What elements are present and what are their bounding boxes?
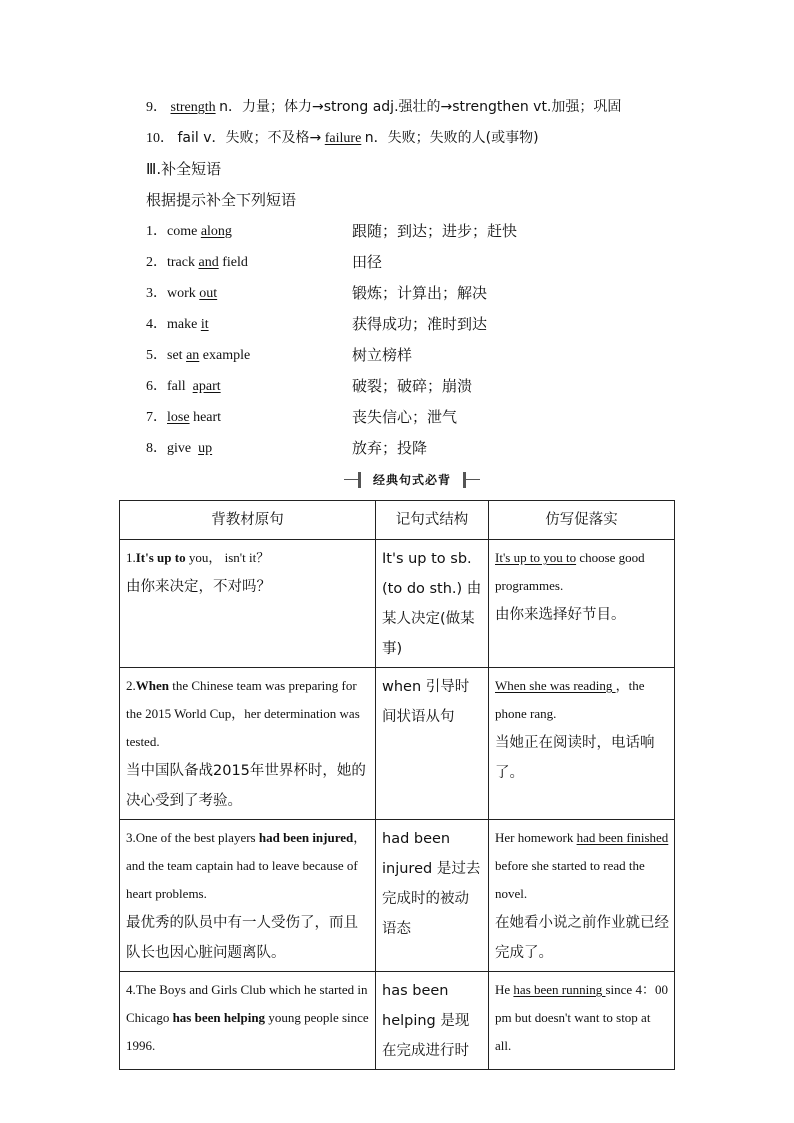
- phrase-number: 8．: [146, 441, 167, 456]
- phrase-meaning: 丧失信心；泄气: [352, 408, 458, 426]
- phrase-item: [146, 222, 232, 242]
- cell-original: [120, 972, 376, 1070]
- phrase-answer: an: [186, 348, 200, 363]
- header-structure: 记句式结构: [376, 501, 489, 540]
- table-row: [120, 972, 675, 1070]
- sentence-table: [119, 500, 675, 1070]
- orig-rest: the Chinese team was preparing for the 2015 World Cup，her determination was tested.: [126, 678, 360, 749]
- phrase-answer: along: [200, 224, 232, 239]
- section-banner: [344, 472, 480, 488]
- phrase-prefix: make: [167, 317, 201, 332]
- header-imitation: 仿写促落实: [489, 501, 675, 540]
- imit-answer: When she was reading: [495, 678, 616, 693]
- cell-original: [120, 820, 376, 972]
- imit-rest: ，the phone rang.: [495, 678, 645, 721]
- phrase-meaning: 田径: [352, 253, 383, 271]
- vocab-text: n．失败；失败的人(或事物): [364, 130, 539, 146]
- phrase-number: 2．: [146, 255, 167, 270]
- phrase-item: [146, 439, 212, 459]
- cell-original: [120, 540, 376, 668]
- phrase-suffix: field: [218, 255, 248, 270]
- cell-imitation: [489, 540, 675, 668]
- phrase-suffix: heart: [189, 410, 222, 425]
- header-original: 背教材原句: [120, 501, 376, 540]
- cell-structure: when 引导时间状语从句: [376, 668, 489, 820]
- row-number: 2.: [126, 678, 136, 693]
- phrase-answer: out: [199, 286, 218, 301]
- table-row: [120, 668, 675, 820]
- phrase-item: [146, 284, 217, 304]
- imit-answer: It's up to you to: [495, 550, 577, 565]
- banner-label: 经典句式必背: [358, 472, 466, 488]
- vocab-number: 9．: [146, 100, 167, 115]
- phrase-item: [146, 377, 221, 397]
- phrase-number: 5．: [146, 348, 167, 363]
- table-row: [120, 540, 675, 668]
- key-structure: had been injured: [258, 830, 354, 845]
- imit-rest: since 4：00 pm but doesn't want to stop at all.: [495, 982, 668, 1053]
- phrase-meaning: 破裂；破碎；崩溃: [352, 377, 473, 395]
- cell-original: [120, 668, 376, 820]
- orig-rest: ， and the team captain had to leave because of heart problems.: [126, 830, 367, 901]
- phrase-answer: lose: [167, 410, 190, 425]
- vocab-item-10: [146, 128, 539, 149]
- cell-imitation: [489, 668, 675, 820]
- orig-rest: young people since 1996.: [126, 1010, 369, 1053]
- phrase-prefix: work: [167, 286, 200, 301]
- vocab-item-9: [146, 97, 621, 118]
- phrase-item: [146, 408, 221, 428]
- key-structure: It's up to: [135, 550, 186, 565]
- phrase-number: 6．: [146, 379, 167, 394]
- vocab-answer: strength: [170, 100, 216, 115]
- phrase-number: 4．: [146, 317, 167, 332]
- cell-structure: had been injured 是过去完成时的被动语态: [376, 820, 489, 972]
- section-title: Ⅲ.补全短语: [146, 160, 222, 178]
- orig-translation: 当中国队备战2015年世界杯时，她的决心受到了考验。: [126, 763, 366, 809]
- phrase-prefix: give: [167, 441, 199, 456]
- cell-imitation: [489, 820, 675, 972]
- phrase-item: [146, 315, 209, 335]
- phrase-prefix: set: [167, 348, 187, 363]
- row-number: 4.: [126, 982, 136, 997]
- phrase-prefix: come: [167, 224, 201, 239]
- imit-translation: 由你来选择好节目。: [495, 607, 626, 623]
- phrase-meaning: 放弃；投降: [352, 439, 428, 457]
- cell-structure: has been helping 是现在完成进行时: [376, 972, 489, 1070]
- vocab-text: n．力量；体力→strong adj.强壮的→strengthen vt.加强；巩固: [219, 99, 622, 115]
- phrase-prefix: track: [167, 255, 199, 270]
- phrase-answer: and: [198, 255, 219, 270]
- imit-rest: before she started to read the novel.: [495, 858, 645, 901]
- table-header-row: [120, 501, 675, 540]
- phrase-meaning: 跟随；到达；进步；赶快: [352, 222, 518, 240]
- imit-pre: He: [495, 982, 514, 997]
- phrase-answer: apart: [192, 379, 221, 394]
- imit-rest: choose good programmes.: [495, 550, 645, 593]
- orig-pre: One of the best players: [135, 830, 259, 845]
- phrase-number: 3．: [146, 286, 167, 301]
- key-structure: When: [135, 678, 169, 693]
- imit-translation: 在她看小说之前作业就已经完成了。: [495, 915, 669, 961]
- imit-translation: 当她正在阅读时，电话响了。: [495, 735, 655, 781]
- imit-answer: had been finished: [576, 830, 669, 845]
- phrase-number: 7．: [146, 410, 167, 425]
- row-number: 3.: [126, 830, 136, 845]
- orig-rest: you， isn't it？: [185, 550, 270, 565]
- phrase-number: 1．: [146, 224, 167, 239]
- phrase-answer: up: [198, 441, 213, 456]
- phrase-item: [146, 253, 248, 273]
- phrase-suffix: example: [199, 348, 251, 363]
- phrase-prefix: fall: [167, 379, 193, 394]
- phrase-meaning: 锻炼；计算出；解决: [352, 284, 488, 302]
- vocab-answer: failure: [324, 131, 362, 146]
- imit-answer: has been running: [513, 982, 606, 997]
- section-instruction: 根据提示补全下列短语: [146, 191, 297, 209]
- orig-translation: 由你来决定，不对吗？: [126, 579, 271, 595]
- cell-structure: It's up to sb.(to do sth.) 由某人决定(做某事): [376, 540, 489, 668]
- key-structure: has been helping: [172, 1010, 266, 1025]
- row-number: 1.: [126, 550, 136, 565]
- imit-pre: Her homework: [495, 830, 577, 845]
- cell-imitation: [489, 972, 675, 1070]
- phrase-meaning: 树立榜样: [352, 346, 413, 364]
- orig-translation: 最优秀的队员中有一人受伤了，而且队长也因心脏问题离队。: [126, 915, 358, 961]
- table-row: [120, 820, 675, 972]
- phrase-meaning: 获得成功；准时到达: [352, 315, 488, 333]
- vocab-number: 10．: [146, 131, 174, 146]
- vocab-text: fail v．失败；不及格→: [177, 130, 322, 146]
- orig-pre: The Boys and Girls Club which he started in Chicago: [126, 982, 368, 1025]
- phrase-answer: it: [200, 317, 209, 332]
- phrase-item: [146, 346, 250, 366]
